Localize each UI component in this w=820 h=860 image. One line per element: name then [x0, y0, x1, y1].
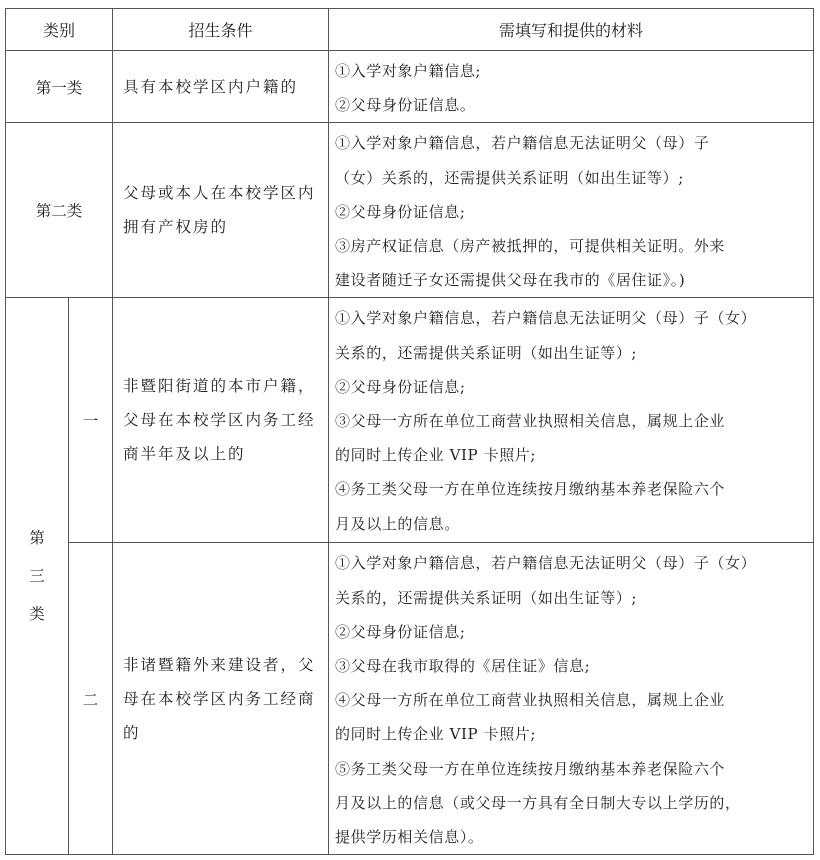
header-conditions: 招生条件 [113, 9, 329, 51]
enrollment-table [5, 8, 814, 855]
material-line: 关系的，还需提供关系证明（如出生证等）; [335, 588, 638, 607]
material-line: ④父母一方所在单位工商营业执照相关信息，属规上企业 [335, 691, 726, 710]
condition-cell: 父母或本人在本校学区内拥有产权房的 [113, 123, 329, 298]
material-line: ①入学对象户籍信息; [335, 62, 482, 80]
material-line: ③父母一方所在单位工商营业执照相关信息，属规上企业 [335, 412, 726, 431]
material-line: ①入学对象户籍信息，若户籍信息无法证明父（母）子（女） [335, 309, 757, 328]
material-line: ③父母在我市取得的《居住证》信息; [335, 657, 591, 676]
material-line: ②父母身份证信息。 [335, 96, 476, 115]
table-row [6, 51, 814, 123]
table-row [6, 543, 814, 855]
header-category: 类别 [6, 9, 113, 51]
material-line: 关系的，还需提供关系证明（如出生证等）; [335, 343, 638, 362]
materials-cell [329, 51, 814, 123]
header-materials: 需填写和提供的材料 [329, 9, 814, 51]
category-cell: 第二类 [6, 123, 113, 298]
material-line: 月及以上的信息（或父母一方具有全日制大专以上学历的， [335, 793, 741, 812]
category-cell: 第一类 [6, 51, 113, 123]
table-row [6, 298, 814, 543]
subcategory-cell: 二 [69, 543, 113, 855]
material-line: ②父母身份证信息; [335, 202, 466, 221]
materials-cell [329, 543, 814, 855]
subcategory-cell: 一 [69, 298, 113, 543]
material-line: ③房产权证信息（房产被抵押的，可提供相关证明。外来 [335, 237, 726, 256]
category-char: 三 [29, 567, 45, 586]
material-line: 提供学历相关信息）。 [335, 828, 484, 847]
material-line: ⑤务工类父母一方在单位连续按月缴纳基本养老保险六个 [335, 759, 726, 778]
condition-cell: 具有本校学区内户籍的 [113, 51, 329, 123]
material-line: 建设者随迁子女还需提供父母在我市的《居住证》。) [335, 271, 686, 290]
material-line: （女）关系的，还需提供关系证明（如出生证等）; [335, 168, 684, 187]
condition-cell: 非诸暨籍外来建设者，父母在本校学区内务工经商的 [113, 543, 329, 855]
category-cell-third [6, 298, 69, 855]
material-line: ①入学对象户籍信息，若户籍信息无法证明父（母）子 [335, 134, 710, 153]
table-row [6, 123, 814, 298]
condition-cell: 非暨阳街道的本市户籍，父母在本校学区内务工经商半年及以上的 [113, 298, 329, 543]
material-line: ②父母身份证信息; [335, 622, 466, 641]
category-char: 类 [29, 605, 45, 624]
material-line: ④务工类父母一方在单位连续按月缴纳基本养老保险六个 [335, 480, 726, 499]
table-header-row [6, 9, 814, 51]
material-line: ②父母身份证信息; [335, 377, 466, 396]
material-line: ①入学对象户籍信息，若户籍信息无法证明父（母）子（女） [335, 554, 757, 573]
material-line: 的同时上传企业 VIP 卡照片; [335, 725, 537, 744]
materials-cell [329, 298, 814, 543]
materials-cell [329, 123, 814, 298]
material-line: 的同时上传企业 VIP 卡照片; [335, 446, 537, 465]
category-char: 第 [29, 529, 45, 548]
material-line: 月及以上的信息。 [335, 514, 460, 533]
